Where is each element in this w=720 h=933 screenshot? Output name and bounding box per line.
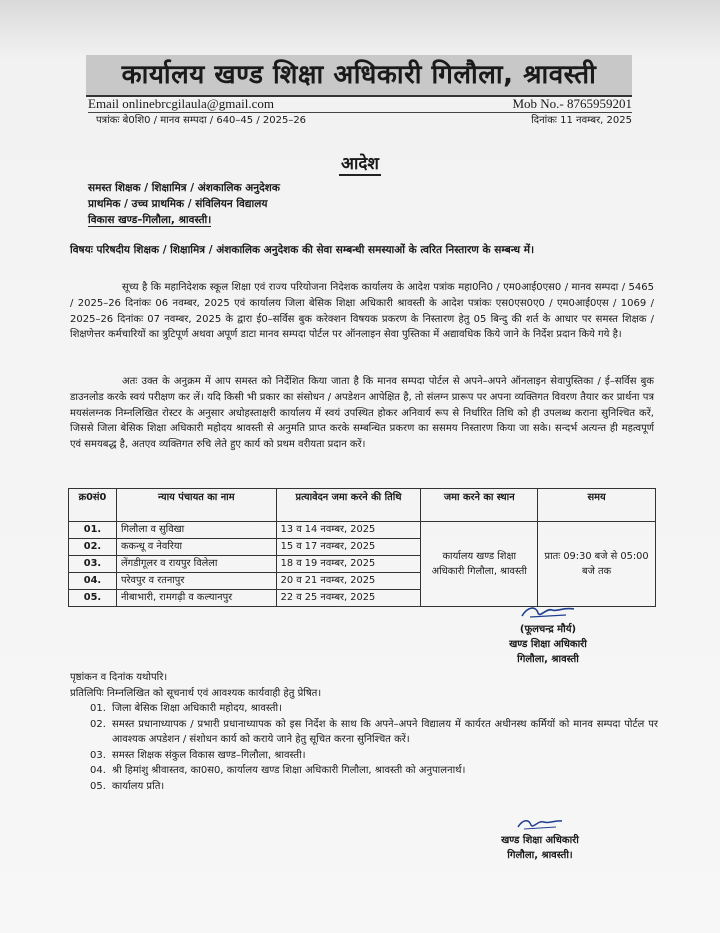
signatory-name: (फूलचन्द्र मौर्य) [519, 624, 577, 635]
paragraph-2 [70, 374, 654, 453]
item-text: श्री हिमांशु श्रीवास्तव, का0स0, कार्यालय खण्ड शिक्षा अधिकारी गिलौला, श्रावस्ती को अनुपालनार्थ। [112, 765, 466, 776]
table-header-row [69, 489, 656, 522]
header-date: प्रत्यावेदन जमा करने की तिथि [276, 489, 421, 522]
row-panchayat: परेवपुर व रतनापुर [116, 573, 276, 590]
item-number: 01. [90, 703, 106, 714]
row-panchayat: गिलौला व सुविखा [116, 522, 276, 539]
header-time: समय [538, 489, 656, 522]
addressee-line-1: समस्त शिक्षक / शिक्षामित्र / अंशकालिक अनुदेशक [88, 182, 280, 194]
item-number: 04. [90, 765, 106, 776]
row-panchayat: ककन्धू व नेवरिया [116, 539, 276, 556]
item-text: कार्यालय प्रति। [112, 780, 165, 792]
contact-row [88, 96, 632, 113]
header-panchayat: न्याय पंचायत का नाम [116, 489, 276, 522]
office-mobile: Mob No.- 8765959201 [512, 96, 632, 111]
row-panchayat: लेंगडीगूलर व रायपुर विलेला [116, 556, 276, 573]
header-serial: क्र0सं0 [69, 489, 117, 522]
item-text: समस्त शिक्षक संकुल विकास खण्ड–गिलौला, श्रावस्ती। [112, 749, 306, 761]
list-item [90, 779, 658, 795]
order-heading [0, 152, 720, 178]
office-email: Email onlinebrcgilaula@gmail.com [88, 96, 274, 111]
signature-mark [518, 604, 578, 620]
row-panchayat: नीबाभारी, रामगढ़ी व कल्यानपुर [116, 590, 276, 607]
submission-place: कार्यालय खण्ड शिक्षा अधिकारी गिलौला, श्रावस्ती [421, 522, 538, 607]
submission-time: प्रातः 09:30 बजे से 05:00 बजे तक [538, 522, 656, 607]
paragraph-1 [70, 280, 654, 343]
item-number: 02. [90, 718, 106, 730]
signatory-place: गिलौला, श्रावस्ती। [507, 850, 573, 861]
header-place: जमा करने का स्थान [421, 489, 538, 522]
list-item [90, 763, 658, 779]
row-date: 20 व 21 नवम्बर, 2025 [276, 573, 421, 590]
signatory-place: गिलौला, श्रावस्ती [517, 654, 579, 665]
row-date: 13 व 14 नवम्बर, 2025 [276, 522, 421, 539]
signature-block-1 [488, 604, 608, 667]
row-serial: 02. [69, 539, 117, 556]
addressee-line-3-wrap [88, 212, 280, 228]
row-date: 18 व 19 नवम्बर, 2025 [276, 556, 421, 573]
list-item [90, 717, 658, 748]
paragraph-1-text: सूच्य है कि महानिदेशक स्कूल शिक्षा एवं राज्य परियोजना निदेशक कार्यालय के आदेश पत्रांक महा0नि0 / एम0आई0एस0 / मानव सम्पदा / 5465 / 2025–26 दिनांकः 06 नवम्बर, 2025 एवं कार्यालय जिला बेसिक शिक्षा अधिकारी श्रावस्ती के आदेश पत्रांकः एस0एस0ए0 / एम0आई0एस / 1069 / 2025–26 दिनांकः 07 नवम्बर, 2025 के द्वारा ई0–सर्विस बुक करेक्शन विषयक प्रकरण के निस्तारण हेतु 05 बिन्दु की शर्त के आधार पर समस्त शिक्षक / शिक्षणेत्तर कर्मचारियों का त्रुटिपूर्ण अथवा अपूर्ण डाटा मानव सम्पदा पोर्टल पर ऑनलाइन सेवा पुस्तिका में अद्यावधिक किये जाने के निर्देश प्रदान किये गये है। [70, 282, 654, 341]
signatory-designation: खण्ड शिक्षा अधिकारी [501, 835, 579, 846]
subject-line: विषयः परिषदीय शिक्षक / शिक्षामित्र / अंशकालिक अनुदेशक की सेवा सम्बन्धी समस्याओं के त्वरित निस्तारण के सम्बन्ध में। [70, 244, 535, 256]
endorsement-block [70, 670, 658, 794]
order-title: आदेश [341, 154, 379, 174]
row-serial: 05. [69, 590, 117, 607]
addressee-line-3: विकास खण्ड–गिलौला, श्रावस्ती। [88, 214, 212, 226]
item-number: 05. [90, 780, 106, 792]
row-serial: 03. [69, 556, 117, 573]
row-serial: 01. [69, 522, 117, 539]
signature-block-2 [470, 817, 610, 863]
paragraph-2-text: अतः उक्त के अनुक्रम में आप समस्त को निर्देशित किया जाता है कि मानव सम्पदा पोर्टल से अपने–अपने ऑनलाइन सेवापुस्तिका / ई–सर्विस बुक डाउनलोड करके स्वयं परीक्षण कर लें। यदि किसी भी प्रकार का संसोधन / अपडेशन आपेक्षित है, तो संलग्न प्रारूप पर अपना व्यक्तिगत विवरण तैयार कर प्रार्थना पत्र मयसंलग्नक निम्नलिखित रोस्टर के अनुसार अधोहस्ताक्षरी कार्यालय में स्वयं उपस्थित होकर अनिवार्य रूप से निर्धारित तिथि को ही उपलब्ध कराना सुनिश्चित करें, जिससे जिला बेसिक शिक्षा अधिकारी महोदय श्रावस्ती से अनुमति प्राप्त करके सम्बन्धित प्रकरण का ससमय निस्तारण किया जा सके। सन्दर्भ अत्यन्त ही महत्वपूर्ण एवं समयबद्ध है, अतएव व्यक्तिगत रुचि लेते हुए कार्य को प्रथम वरीयता प्रदान करें। [70, 376, 654, 451]
list-item [90, 748, 658, 764]
list-item [90, 701, 658, 717]
row-date: 15 व 17 नवम्बर, 2025 [276, 539, 421, 556]
issue-date: दिनांकः 11 नवम्बर, 2025 [531, 115, 632, 126]
endorsement-line-2: प्रतिलिपिः निम्नलिखित को सूचनार्थ एवं आवश्यक कार्यवाही हेतु प्रेषित। [70, 687, 322, 699]
reference-number: पत्रांकः बे0शि0 / मानव सम्पदा / 640–45 / 2025–26 [96, 115, 307, 126]
table-row [69, 522, 656, 539]
signature-mark [514, 817, 566, 831]
item-text: जिला बेसिक शिक्षा अधिकारी महोदय, श्रावस्ती। [112, 703, 282, 714]
addressee-block [88, 180, 280, 228]
row-serial: 04. [69, 573, 117, 590]
row-date: 22 व 25 नवम्बर, 2025 [276, 590, 421, 607]
endorsement-line-1: पृष्ठांकन व दिनांक यथोपरि। [70, 672, 168, 683]
office-title: कार्यालय खण्ड शिक्षा अधिकारी गिलौला, श्रावस्ती [86, 55, 632, 97]
signatory-designation: खण्ड शिक्षा अधिकारी [509, 639, 587, 650]
addressee-line-2: प्राथमिक / उच्च प्राथमिक / संविलियन विद्यालय [88, 198, 268, 210]
schedule-table [68, 488, 656, 607]
item-text: समस्त प्रधानाध्यापक / प्रभारी प्रधानाध्यापक को इस निर्देश के साथ कि अपने–अपने विद्यालय में कार्यरत अधीनस्थ कर्मियों को मानव सम्पदा पोर्टल पर आवश्यक अपडेशन / संशोधन कार्य को कराये जाने हेतु सूचित करना सुनिश्चित करें। [112, 718, 658, 745]
item-number: 03. [90, 749, 106, 761]
